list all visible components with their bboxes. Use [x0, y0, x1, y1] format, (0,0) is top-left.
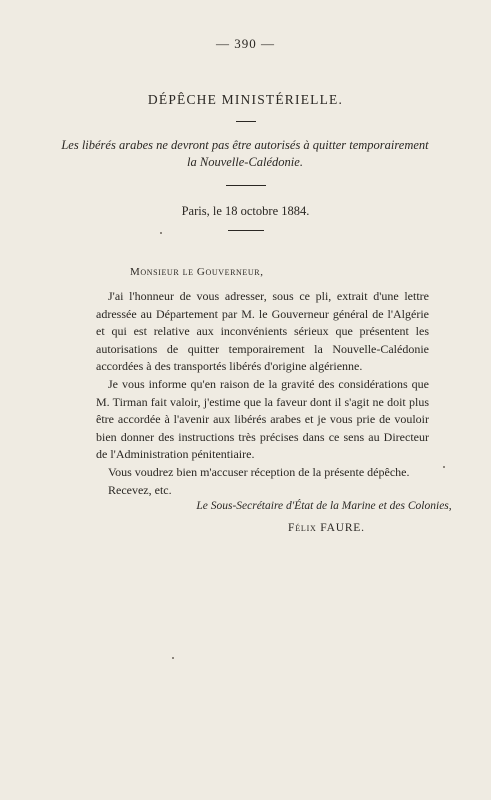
paragraph: Vous voudrez bien m'accuser réception de la présente dépêche.	[108, 464, 410, 479]
paragraph: J'ai l'honneur de vous adresser, sous ce pli, extrait d'une lettre adressée au Département par M. le Gouverneur général de l'Algérie et qui est relative aux inconvénients sérieux que présentent les autorisations de quitter temporairement la Nouvelle-Calédonie accordées à des transportés libérés d'origine algérienne.	[96, 289, 429, 374]
letter-body	[96, 288, 429, 499]
signatory-name: Félix FAURE.	[288, 522, 365, 534]
paper-speck	[160, 232, 162, 234]
divider-rule	[226, 185, 266, 186]
salutation: Monsieur le Gouverneur,	[130, 266, 264, 278]
document-subtitle: Les libérés arabes ne devront pas être autorisés à quitter temporairement la Nouvelle-Calédonie.	[61, 138, 429, 169]
divider-rule	[228, 230, 264, 231]
document-heading: DÉPÊCHE MINISTÉRIELLE.	[147, 92, 344, 107]
page-number: — 390 —	[216, 36, 275, 51]
dateline: Paris, le 18 octobre 1884.	[181, 204, 310, 218]
signatory-title: Le Sous-Secrétaire d'État de la Marine et des Colonies,	[196, 500, 452, 512]
paragraph: Je vous informe qu'en raison de la gravité des considérations que M. Tirman fait valoir, j'estime que la faveur dont il s'agit ne doit plus être accordée à l'avenir aux libérés arabes et je vous prie de vouloir bien donner des instructions très précises dans ce sens au Directeur de l'Administration pénitentiaire.	[96, 376, 429, 462]
divider-rule	[236, 121, 256, 122]
paper-speck	[172, 657, 174, 659]
paragraph: Recevez, etc.	[108, 482, 172, 497]
paper-speck	[443, 466, 445, 468]
